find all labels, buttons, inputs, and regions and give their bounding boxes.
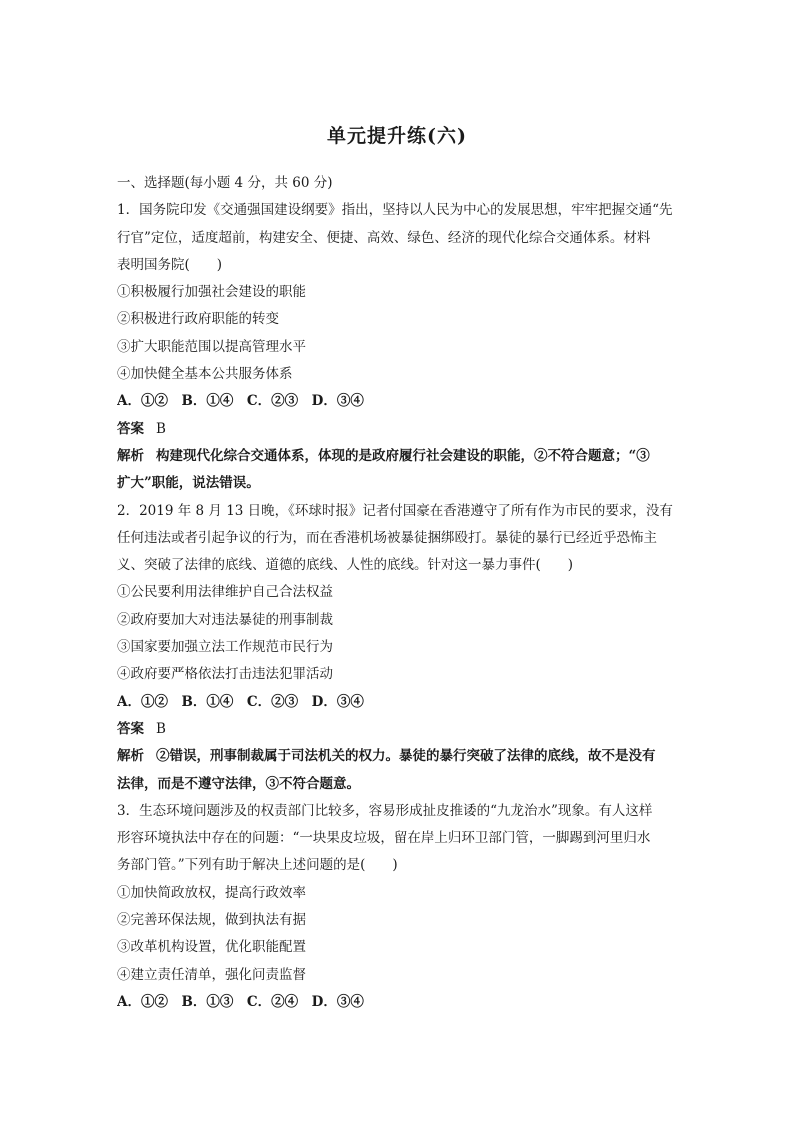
option-item: ②完善环保法规，做到执法有据 bbox=[117, 912, 306, 929]
answer-label: 答案 bbox=[117, 720, 144, 737]
analysis-text: ②错误，刑事制裁属于司法机关的权力。暴徒的暴行突破了法律的底线，故不是没有 bbox=[156, 748, 656, 765]
option-item: ④建立责任清单，强化问责监督 bbox=[117, 966, 306, 983]
answer-choices: A．①② B．①③ C．②④ D．③④ bbox=[117, 993, 364, 1010]
question-stem-line: 行官”定位，适度超前，构建安全、便捷、高效、绿色、经济的现代化综合交通体系。材料 bbox=[117, 229, 651, 246]
answer-line bbox=[117, 716, 680, 743]
analysis-line bbox=[117, 743, 680, 770]
question-stem-line: 2．2019 年 8 月 13 日晚，《环球时报》记者付国豪在香港遵守了所有作为市民的要求，没有 bbox=[117, 502, 673, 519]
analysis-text: 构建现代化综合交通体系，体现的是政府履行社会建设的职能，②不符合题意；“③ bbox=[156, 447, 650, 464]
option-item: ③国家要加强立法工作规范市民行为 bbox=[117, 639, 333, 656]
option-item: ②政府要加大对违法暴徒的刑事制裁 bbox=[117, 611, 333, 628]
question-stem-line: 表明国务院( ) bbox=[117, 256, 223, 273]
analysis-label: 解析 bbox=[117, 447, 144, 464]
answer-value: B bbox=[156, 420, 166, 437]
option-item: ①积极履行加强社会建设的职能 bbox=[117, 284, 306, 301]
option-item: ③改革机构设置，优化职能配置 bbox=[117, 939, 306, 956]
answer-value: B bbox=[156, 720, 166, 737]
document-body bbox=[117, 170, 680, 1016]
analysis-label: 解析 bbox=[117, 748, 144, 765]
question-stem-line: 任何违法或者引起争议的行为，而在香港机场被暴徒捆绑殴打。暴徒的暴行已经近乎恐怖主 bbox=[117, 529, 657, 546]
question-1 bbox=[117, 197, 680, 497]
analysis-line bbox=[117, 443, 680, 470]
answer-choices: A．①② B．①④ C．②③ D．③④ bbox=[117, 393, 364, 410]
answer-line bbox=[117, 416, 680, 443]
question-2 bbox=[117, 498, 680, 798]
analysis-text: 法律，而是不遵守法律，③不符合题意。 bbox=[117, 775, 360, 792]
option-item: ④政府要严格依法打击违法犯罪活动 bbox=[117, 666, 333, 683]
option-item: ④加快健全基本公共服务体系 bbox=[117, 366, 293, 383]
question-stem-line: 务部门管。”下列有助于解决上述问题的是( ) bbox=[117, 857, 398, 874]
question-stem-line: 3．生态环境问题涉及的权责部门比较多，容易形成扯皮推诿的“九龙治水”现象。有人这样 bbox=[117, 802, 653, 819]
page-title: 单元提升练(六) bbox=[327, 125, 467, 147]
option-item: ①公民要利用法律维护自己合法权益 bbox=[117, 584, 333, 601]
option-item: ①加快简政放权，提高行政效率 bbox=[117, 884, 306, 901]
question-3 bbox=[117, 798, 680, 1016]
section-heading: 一、选择题(每小题 4 分，共 60 分) bbox=[117, 175, 333, 191]
question-stem-line: 1．国务院印发《交通强国建设纲要》指出，坚持以人民为中心的发展思想，牢牢把握交通“先 bbox=[117, 202, 673, 219]
question-stem-line: 形容环境执法中存在的问题：“一块果皮垃圾，留在岸上归环卫部门管，一脚踢到河里归水 bbox=[117, 830, 651, 847]
question-stem-line: 义、突破了法律的底线、道德的底线、人性的底线。针对这一暴力事件( ) bbox=[117, 557, 574, 574]
answer-choices: A．①② B．①④ C．②③ D．③④ bbox=[117, 693, 364, 710]
option-item: ②积极进行政府职能的转变 bbox=[117, 311, 279, 328]
option-item: ③扩大职能范围以提高管理水平 bbox=[117, 338, 306, 355]
analysis-text: 扩大”职能，说法错误。 bbox=[117, 475, 260, 492]
answer-label: 答案 bbox=[117, 420, 144, 437]
